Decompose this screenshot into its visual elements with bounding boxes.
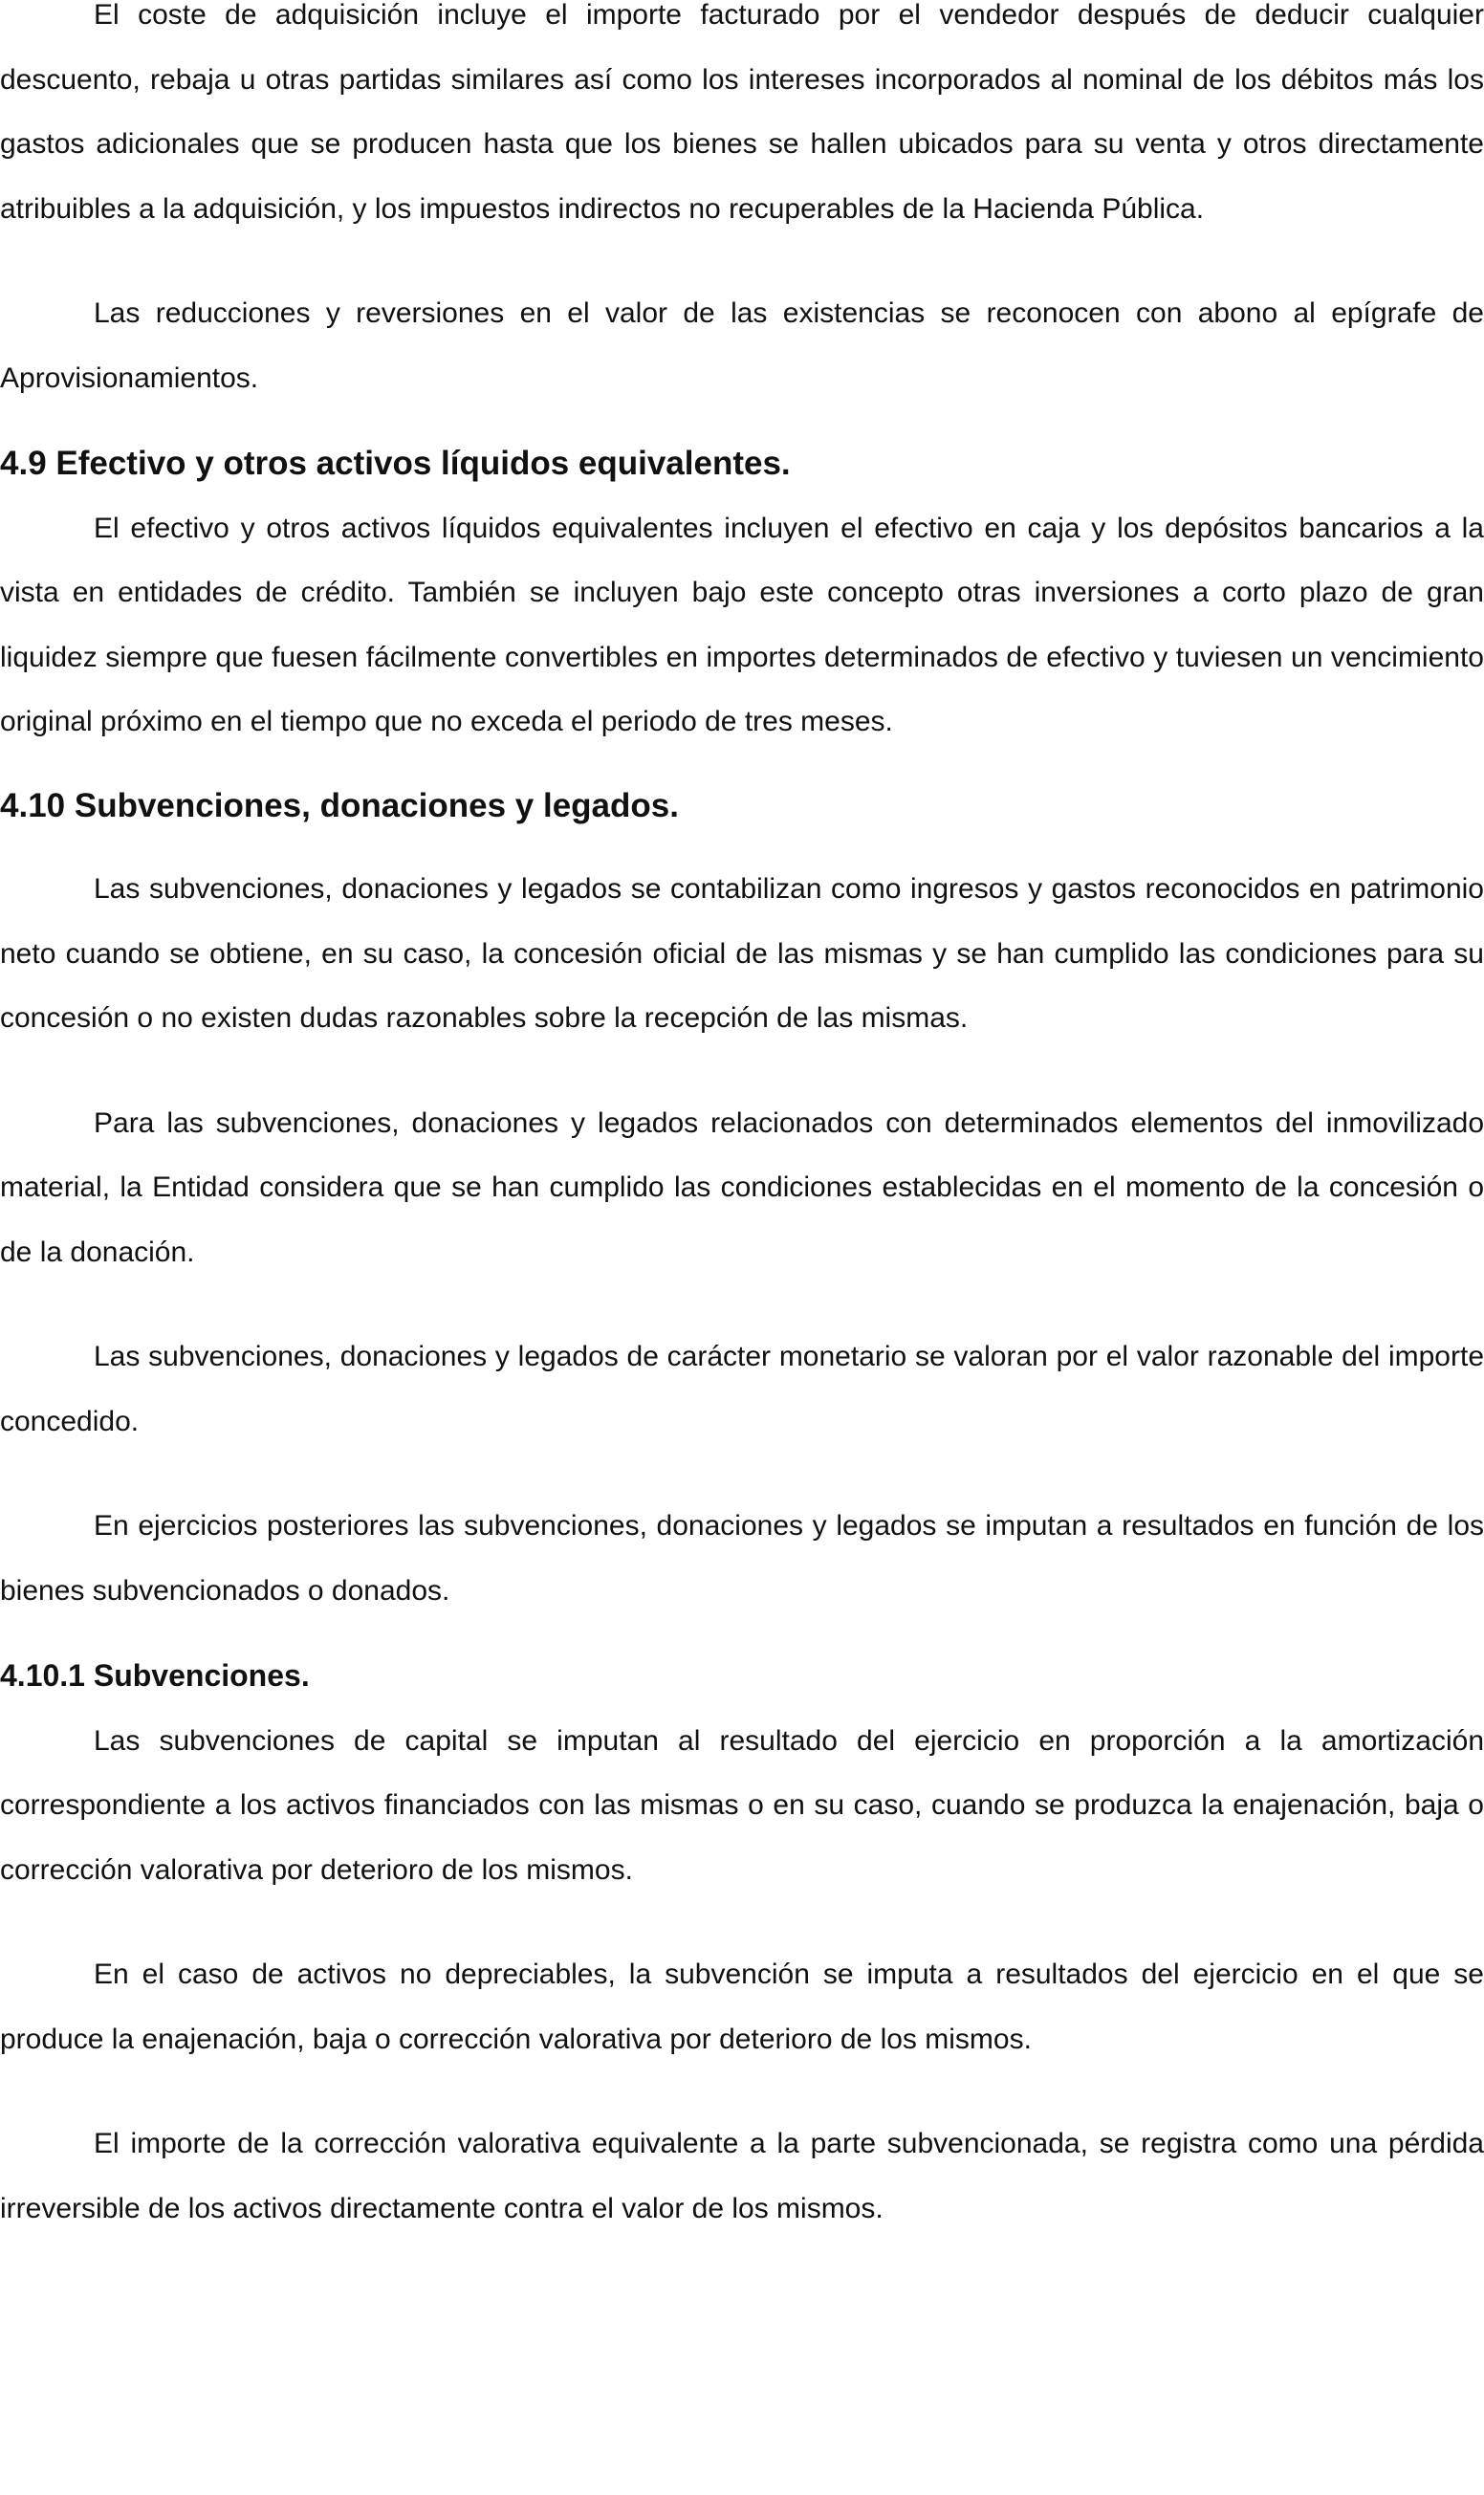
paragraph-subvenciones-contabilizan: Las subvenciones, donaciones y legados se contabilizan como ingresos y gastos reconocidos en patrimonio neto cuando se obtiene, en su caso, la concesión oficial de las mismas y se han cumplido las condiciones para su concesión o no existen dudas razonables sobre la recepción de las mismas.	[0, 873, 1484, 1034]
heading-efectivo: 4.9 Efectivo y otros activos líquidos equivalentes.	[0, 445, 791, 482]
paragraph-reducciones-reversiones: Las reducciones y reversiones en el valor de las existencias se reconocen con abono al epígrafe de Aprovisionamientos.	[0, 297, 1484, 394]
paragraph-coste-adquisicion: El coste de adquisición incluye el importe facturado por el vendedor después de deducir cualquier descuento, rebaja u otras partidas similares así como los intereses incorporados al nominal de los débitos más los gastos adicionales que se producen hasta que los bienes se hallen ubicados para su venta y otros directamente atribuibles a la adquisición, y los impuestos indirectos no recuperables de la Hacienda Pública.	[0, 0, 1484, 225]
subheading-subvenciones: 4.10.1 Subvenciones.	[0, 1658, 310, 1693]
paragraph-activos-no-depreciables: En el caso de activos no depreciables, la subvención se imputa a resultados del ejercicio en el que se produce la enajenación, baja o corrección valorativa por deterioro de los mismos.	[0, 1959, 1484, 2055]
paragraph-efectivo: El efectivo y otros activos líquidos equivalentes incluyen el efectivo en caja y los depósitos bancarios a la vista en entidades de crédito. También se incluyen bajo este concepto otras inversiones a corto plazo de gran liquidez siempre que fuesen fácilmente convertibles en importes determinados de efectivo y tuviesen un vencimiento original próximo en el tiempo que no exceda el periodo de tres meses.	[0, 512, 1484, 737]
paragraph-ejercicios-posteriores: En ejercicios posteriores las subvenciones, donaciones y legados se imputan a resultados en función de los bienes subvencionados o donados.	[0, 1510, 1484, 1607]
paragraph-subvenciones-capital: Las subvenciones de capital se imputan al resultado del ejercicio en proporción a la amortización correspondiente a los activos financiados con las mismas o en su caso, cuando se produzca la enajenación, baja o corrección valorativa por deterioro de los mismos.	[0, 1724, 1484, 1886]
paragraph-inmovilizado-material: Para las subvenciones, donaciones y legados relacionados con determinados elementos del inmovilizado material, la Entidad considera que se han cumplido las condiciones establecidas en el momento de la concesión o de la donación.	[0, 1106, 1484, 1268]
paragraph-caracter-monetario: Las subvenciones, donaciones y legados de carácter monetario se valoran por el valor razonable del importe concedido.	[0, 1341, 1484, 1437]
paragraph-correccion-valorativa: El importe de la corrección valorativa equivalente a la parte subvencionada, se registra como una pérdida irreversible de los activos directamente contra el valor de los mismos.	[0, 2128, 1484, 2224]
heading-subvenciones-donaciones: 4.10 Subvenciones, donaciones y legados.	[0, 786, 679, 824]
